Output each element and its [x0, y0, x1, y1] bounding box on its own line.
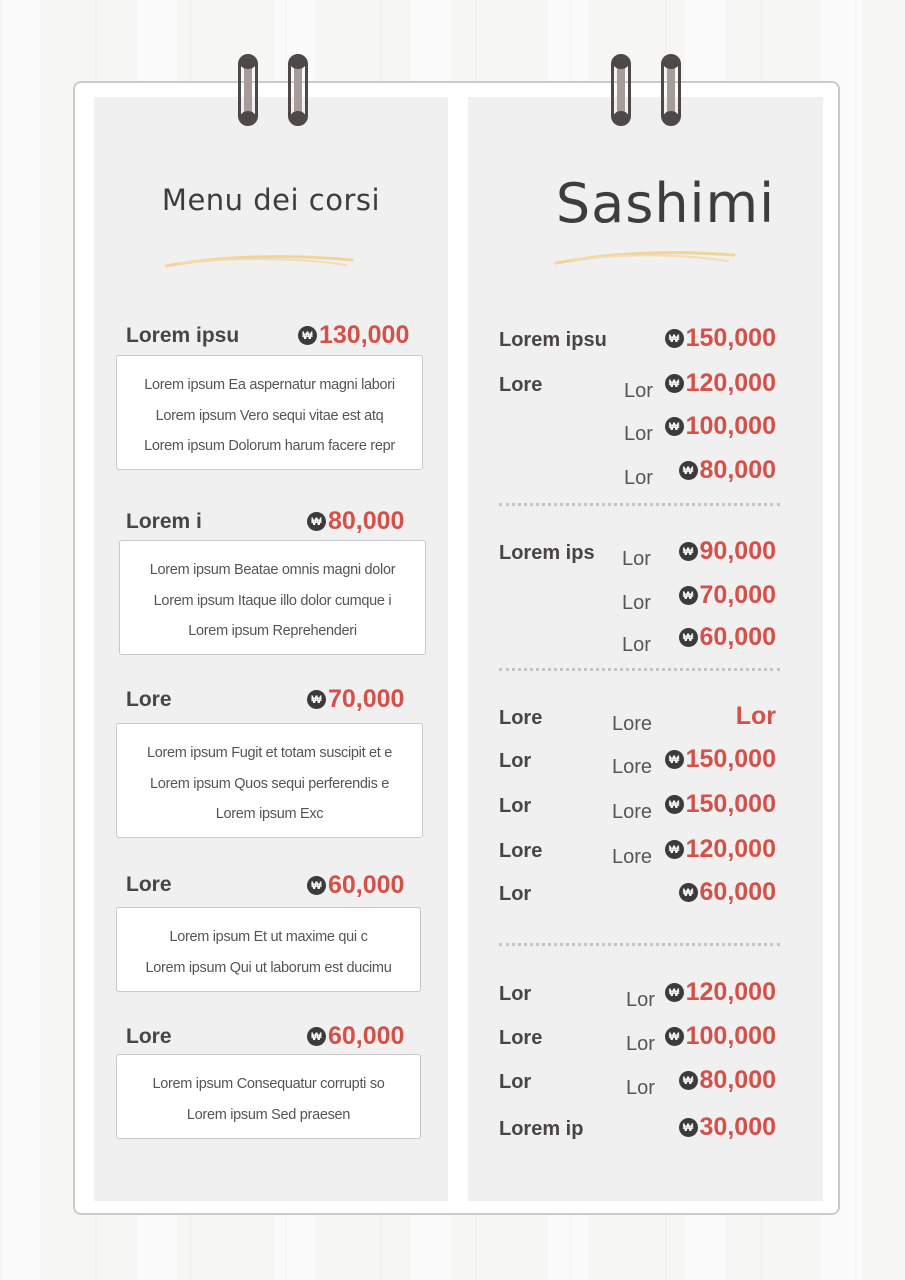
sashimi-portion-label: Lore: [612, 713, 653, 735]
sashimi-price: ₩ 80,000: [679, 1066, 776, 1095]
sashimi-price: ₩ 100,000: [665, 1022, 776, 1051]
won-currency-icon: ₩: [665, 750, 684, 769]
sashimi-item-name: Lor: [499, 883, 532, 905]
sashimi-price: ₩ 150,000: [665, 745, 776, 774]
won-currency-icon: ₩: [665, 374, 684, 393]
won-currency-icon: ₩: [307, 1027, 326, 1046]
course-description: Lorem ipsum Consequatur corrupti so Lorem ipsum Sed praesen: [116, 1054, 421, 1139]
won-currency-icon: ₩: [665, 329, 684, 348]
sashimi-portion-label: Lor: [624, 467, 653, 489]
sashimi-item-name: Lorem ips: [499, 542, 595, 564]
sashimi-price: ₩ 150,000: [665, 790, 776, 819]
won-currency-icon: ₩: [665, 795, 684, 814]
sashimi-portion-label: Lore: [612, 756, 653, 778]
sashimi-price: ₩ 60,000: [679, 623, 776, 652]
right-page-title: Sashimi: [555, 172, 776, 235]
sashimi-item-name: Lor: [499, 1071, 532, 1093]
sashimi-portion-label: Lor: [622, 548, 651, 570]
sashimi-portion-label: Lor: [626, 1033, 655, 1055]
sashimi-portion-label: Lore: [612, 801, 653, 823]
course-name: Lore: [126, 873, 172, 896]
sashimi-item-name: Lore: [499, 1027, 543, 1049]
sashimi-item-name: Lor: [499, 983, 532, 1005]
binder-ring-icon: [611, 54, 631, 126]
sashimi-item-name: Lor: [499, 750, 532, 772]
brush-stroke-icon: [550, 245, 740, 269]
sashimi-portion-label: Lor: [622, 592, 651, 614]
course-description: Lorem ipsum Et ut maxime qui c Lorem ipsum Qui ut laborum est ducimu: [116, 907, 421, 992]
binder-ring-icon: [288, 54, 308, 126]
won-currency-icon: ₩: [298, 326, 317, 345]
won-currency-icon: ₩: [307, 512, 326, 531]
sashimi-price: ₩ 120,000: [665, 369, 776, 398]
course-name: Lore: [126, 688, 172, 711]
sashimi-portion-label: Lor: [626, 989, 655, 1011]
course-description: Lorem ipsum Beatae omnis magni dolor Lorem ipsum Itaque illo dolor cumque i Lorem ipsum Reprehenderi: [119, 540, 426, 655]
course-price: ₩ 70,000: [307, 685, 404, 714]
sashimi-price: ₩ 80,000: [679, 456, 776, 485]
won-currency-icon: ₩: [307, 690, 326, 709]
won-currency-icon: ₩: [665, 417, 684, 436]
course-name: Lore: [126, 1025, 172, 1048]
course-description: Lorem ipsum Ea aspernatur magni labori Lorem ipsum Vero sequi vitae est atq Lorem ipsum Dolorum harum facere repr: [116, 355, 423, 470]
left-page-title: Menu dei corsi: [161, 183, 381, 217]
sashimi-portion-label: Lor: [624, 380, 653, 402]
won-currency-icon: ₩: [307, 876, 326, 895]
binder-ring-icon: [661, 54, 681, 126]
sashimi-price: Lor: [735, 702, 776, 730]
sashimi-price: ₩ 90,000: [679, 537, 776, 566]
sashimi-price: ₩ 150,000: [665, 324, 776, 353]
won-currency-icon: ₩: [679, 883, 698, 902]
sashimi-item-name: Lore: [499, 840, 543, 862]
course-price: ₩ 60,000: [307, 871, 404, 900]
divider: [499, 943, 780, 946]
won-currency-icon: ₩: [679, 586, 698, 605]
sashimi-item-name: Lor: [499, 795, 532, 817]
won-currency-icon: ₩: [679, 1118, 698, 1137]
sashimi-item-name: Lore: [499, 707, 543, 729]
brush-stroke-icon: [160, 248, 360, 272]
won-currency-icon: ₩: [665, 1027, 684, 1046]
sashimi-portion-label: Lor: [622, 634, 651, 656]
sashimi-portion-label: Lore: [612, 846, 653, 868]
sashimi-price: ₩ 120,000: [665, 835, 776, 864]
divider: [499, 503, 780, 506]
won-currency-icon: ₩: [665, 983, 684, 1002]
binder-ring-icon: [238, 54, 258, 126]
sashimi-item-name: Lorem ipsu: [499, 329, 607, 351]
won-currency-icon: ₩: [679, 542, 698, 561]
won-currency-icon: ₩: [665, 840, 684, 859]
won-currency-icon: ₩: [679, 1071, 698, 1090]
course-price: ₩ 80,000: [307, 507, 404, 536]
course-price: ₩ 130,000: [298, 321, 409, 350]
divider: [499, 668, 780, 671]
sashimi-price: ₩ 60,000: [679, 878, 776, 907]
sashimi-price: ₩ 100,000: [665, 412, 776, 441]
course-name: Lorem ipsu: [126, 324, 240, 347]
won-currency-icon: ₩: [679, 628, 698, 647]
sashimi-portion-label: Lor: [626, 1077, 655, 1099]
sashimi-item-name: Lorem ip: [499, 1118, 584, 1140]
sashimi-portion-label: Lor: [624, 423, 653, 445]
sashimi-price: ₩ 70,000: [679, 581, 776, 610]
course-price: ₩ 60,000: [307, 1022, 404, 1051]
won-currency-icon: ₩: [679, 461, 698, 480]
course-name: Lorem i: [126, 510, 202, 533]
course-description: Lorem ipsum Fugit et totam suscipit et e Lorem ipsum Quos sequi perferendis e Lorem ipsum Exc: [116, 723, 423, 838]
sashimi-item-name: Lore: [499, 374, 543, 396]
sashimi-price: ₩ 120,000: [665, 978, 776, 1007]
sashimi-price: ₩ 30,000: [679, 1113, 776, 1142]
